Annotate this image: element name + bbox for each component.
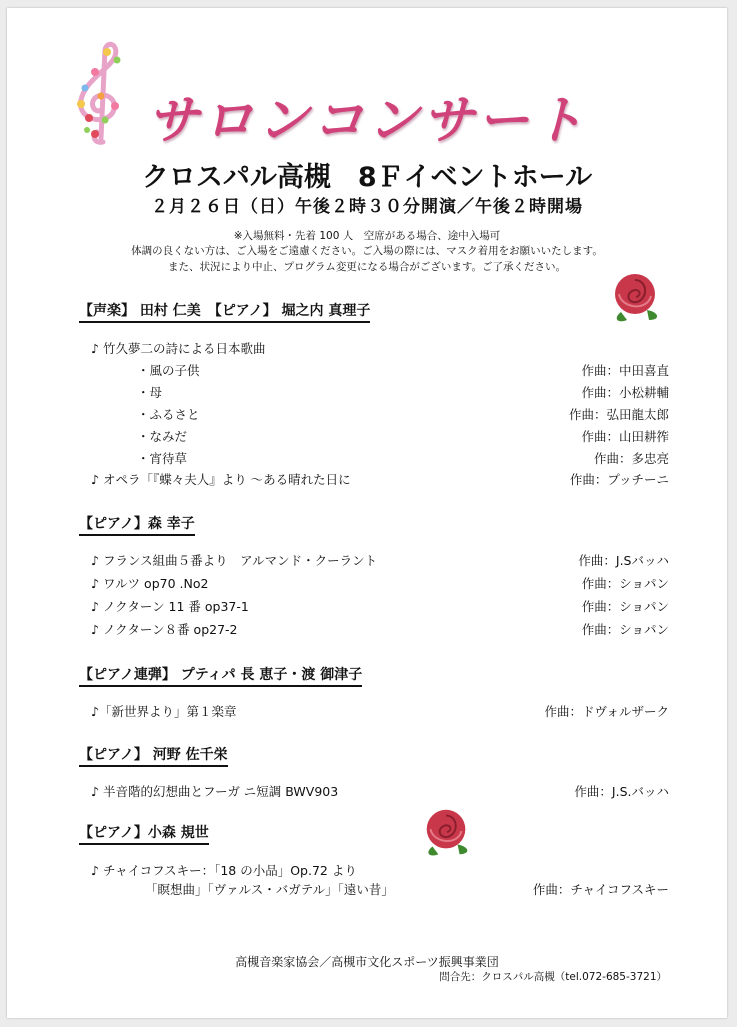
note-health: 体調の良くない方は、ご入場をご遠慮ください。ご入場の際には、マスク着用をお願いいたします。 bbox=[131, 245, 603, 257]
program-item: ♪ 半音階的幻想曲とフーガ ニ短調 BWV903 bbox=[91, 784, 339, 799]
note-changes: また、状況により中止、プログラム変更になる場合がございます。ご了承ください。 bbox=[167, 261, 567, 273]
program-item: ・ふるさと bbox=[137, 407, 200, 422]
rose-icon bbox=[607, 268, 665, 326]
venue-heading: クロスパル高槻 8Ｆイベントホール bbox=[141, 162, 593, 193]
program-item: ♪ オペラ「『蝶々夫人』より ～ある晴れた日に bbox=[91, 472, 351, 487]
section-heading-vocal: 【声楽】 田村 仁美 【ピアノ】 堀之内 真理子 bbox=[79, 300, 370, 323]
composer-label: 作曲：ショパン bbox=[581, 622, 669, 637]
program-item: ♪ 竹久夢二の詩による日本歌曲 bbox=[91, 341, 266, 356]
composer-label: 作曲：プッチーニ bbox=[569, 472, 669, 487]
program-item: 「瞑想曲」「ヴァルス・バガテル」「遠い昔」 bbox=[145, 882, 394, 897]
section-heading-piano-mori: 【ピアノ】森 幸子 bbox=[79, 513, 195, 536]
composer-label: 作曲：ドヴォルザーク bbox=[544, 704, 669, 719]
composer-label: 作曲：J.S.バッハ bbox=[574, 784, 669, 799]
treble-clef-flowers-icon bbox=[65, 38, 135, 150]
flyer-page bbox=[7, 8, 727, 1018]
note-admission: ※入場無料・先着 100 人 空席がある場合、途中入場可 bbox=[233, 230, 501, 242]
program-item: ♪ フランス組曲５番より アルマンド・クーラント bbox=[91, 553, 378, 568]
organizers: 高槻音楽家協会／高槻市文化スポーツ振興事業団 bbox=[235, 955, 499, 969]
program-item: ・宵待草 bbox=[137, 451, 188, 466]
section-heading-piano-komori: 【ピアノ】小森 規世 bbox=[79, 822, 209, 845]
composer-label: 作曲：中田喜直 bbox=[581, 363, 669, 378]
concert-title: サロンコンサート bbox=[147, 91, 588, 151]
program-item: ・なみだ bbox=[137, 429, 188, 444]
section-heading-piano-kono: 【ピアノ】 河野 佐千栄 bbox=[79, 744, 228, 767]
program-item: ♪ ワルツ op70 .No2 bbox=[91, 576, 209, 591]
program-item: ♪「新世界より」第１楽章 bbox=[91, 704, 237, 719]
date-line: ２月２６日（日）午後２時３０分開演／午後２時開場 bbox=[151, 197, 583, 217]
contact-info: 問合先：クロスパル高槻（tel.072-685-3721） bbox=[439, 971, 667, 983]
composer-label: 作曲：ショパン bbox=[581, 576, 669, 591]
composer-label: 作曲：山田耕筰 bbox=[581, 429, 669, 444]
program-item: ♪ ノクターン８番 op27-2 bbox=[91, 622, 238, 637]
composer-label: 作曲：小松耕輔 bbox=[581, 385, 669, 400]
program-item: ♪ チャイコフスキー：「18 の小品」Op.72 より bbox=[91, 863, 357, 878]
program-item: ・風の子供 bbox=[137, 363, 200, 378]
composer-label: 作曲：多忠亮 bbox=[593, 451, 669, 466]
composer-label: 作曲：ショパン bbox=[581, 599, 669, 614]
composer-label: 作曲：J.Sバッハ bbox=[578, 553, 669, 568]
program-item: ♪ ノクターン 11 番 op37-1 bbox=[91, 599, 249, 614]
section-heading-piano-duet: 【ピアノ連弾】 プティパ 長 恵子・渡 御津子 bbox=[79, 664, 362, 687]
composer-label: 作曲：弘田龍太郎 bbox=[568, 407, 669, 422]
rose-icon bbox=[419, 804, 475, 860]
program-item: ・母 bbox=[137, 385, 163, 400]
composer-label: 作曲：チャイコフスキー bbox=[532, 882, 669, 897]
